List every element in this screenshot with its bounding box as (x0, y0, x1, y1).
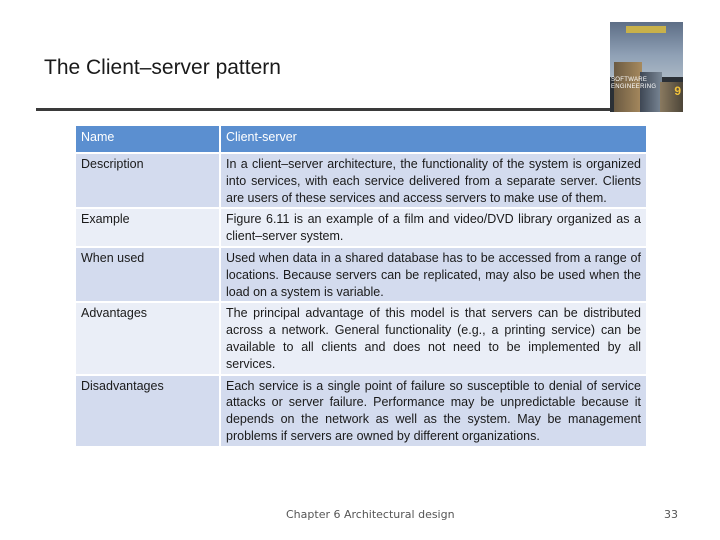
pattern-table (74, 124, 648, 448)
table-header-row (76, 126, 646, 152)
row-value-cell: In a client–server architecture, the functionality of the system is organized into services, with each service delivered from a separate server. Clients are users of these services and access servers to make use of them. (221, 154, 646, 207)
row-key-cell: Disadvantages (76, 376, 219, 446)
table-row (76, 303, 646, 373)
cover-edition: 9 (674, 84, 681, 98)
row-key-cell: Example (76, 209, 219, 246)
header-key-cell: Name (76, 126, 219, 152)
header-value-cell: Client-server (221, 126, 646, 152)
title-divider (36, 108, 610, 111)
table-row (76, 376, 646, 446)
row-value-cell: The principal advantage of this model is that servers can be distributed across a network. General functionality (e.g., a printing service) can be available to all clients and does not need to be implemented by all services. (221, 303, 646, 373)
page-number: 33 (664, 508, 678, 521)
row-key-cell: Advantages (76, 303, 219, 373)
book-cover-image (610, 22, 683, 112)
row-value-cell: Figure 6.11 is an example of a film and video/DVD library organized as a client–server system. (221, 209, 646, 246)
row-key-cell: Description (76, 154, 219, 207)
row-value-cell: Each service is a single point of failure so susceptible to denial of service attacks or server failure. Performance may be unpredictable because it depends on the network as well as the system. May be management problems if servers are owned by different organizations. (221, 376, 646, 446)
cover-title: SOFTWARE ENGINEERING (611, 77, 657, 90)
footer-chapter-text: Chapter 6 Architectural design (286, 508, 455, 521)
table-row (76, 209, 646, 246)
slide-title: The Client–server pattern (44, 56, 281, 79)
table-row (76, 154, 646, 207)
cover-author-strip (626, 26, 666, 33)
row-key-cell: When used (76, 248, 219, 301)
row-value-cell: Used when data in a shared database has to be accessed from a range of locations. Because servers can be replicated, may also be used when the load on a system is variable. (221, 248, 646, 301)
table-row (76, 248, 646, 301)
